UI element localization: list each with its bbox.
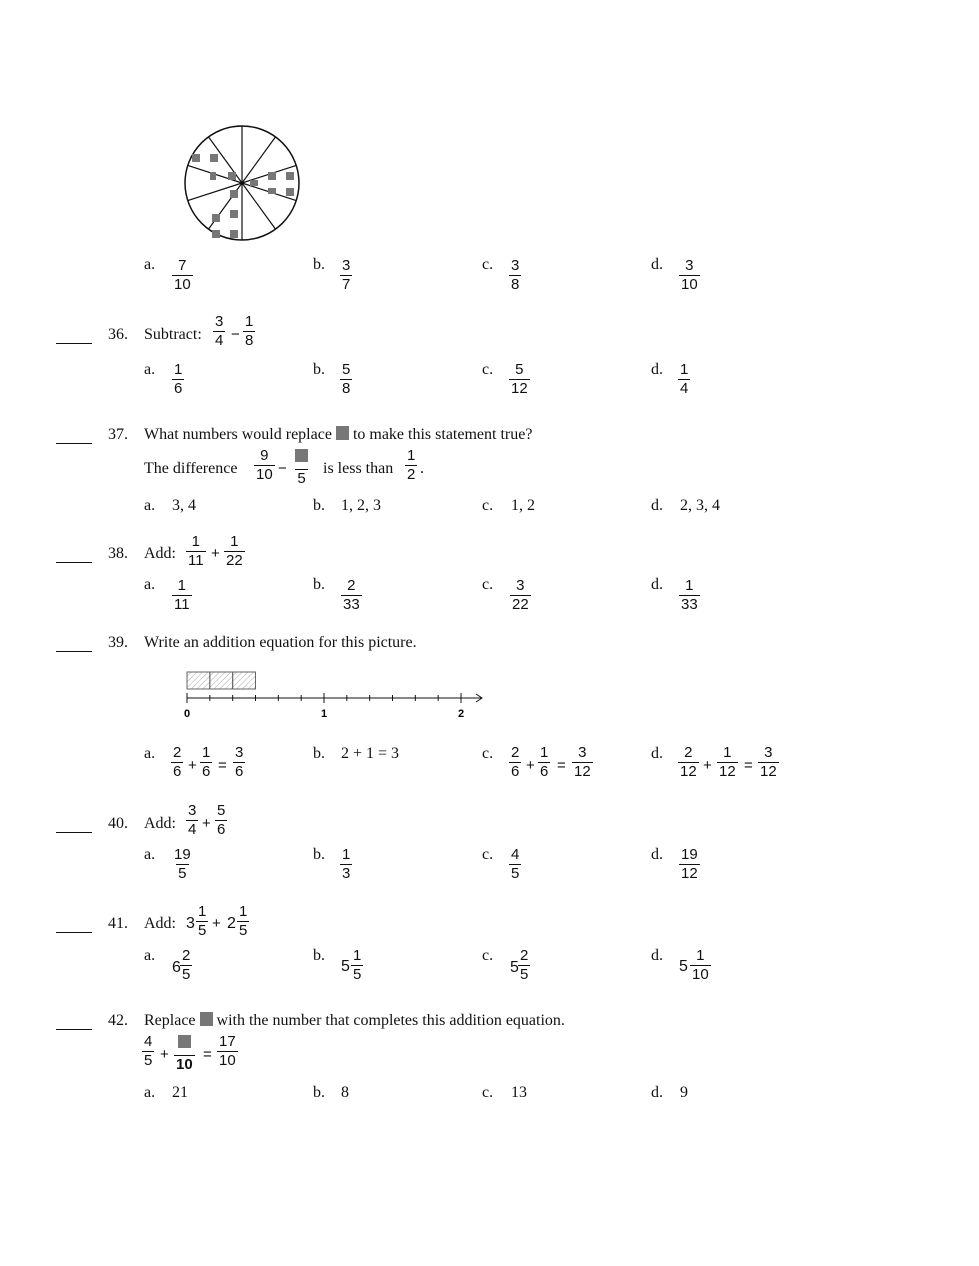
operator: + [160, 1046, 169, 1063]
fraction[interactable]: $\frac{3}{12}$ [760, 744, 777, 780]
operator: = [557, 757, 566, 774]
fraction: $\frac{1}{8}$ [245, 313, 254, 349]
number-line-figure [180, 666, 490, 722]
choice-a-fraction[interactable]: $\frac{1}{11}$ [174, 577, 190, 613]
choice-letter: b. [313, 846, 325, 863]
whole-number: 3 [186, 915, 195, 932]
fraction: $\frac{1}{22}$ [226, 533, 243, 569]
choice-letter: b. [313, 947, 325, 964]
choice-letter: d. [651, 1084, 663, 1101]
whole-number[interactable]: 5 [341, 958, 350, 975]
question-number: 41. [108, 915, 128, 932]
answer-blank[interactable] [56, 832, 92, 833]
number-line-label: 1 [320, 708, 328, 720]
choice-letter: b. [313, 256, 325, 273]
fraction[interactable]: $\frac{2}{12}$ [680, 744, 697, 780]
choice-a-fraction[interactable]: $\frac{1}{6}$ [174, 361, 183, 397]
choice-b-fraction[interactable]: $\frac{5}{8}$ [342, 361, 351, 397]
choice-d-text[interactable]: 2, 3, 4 [680, 497, 720, 514]
choice-letter: c. [482, 361, 494, 378]
choice-letter: a. [144, 846, 156, 863]
choice-letter: c. [482, 1084, 494, 1101]
choice-a-text[interactable]: 3, 4 [172, 497, 196, 514]
choice-letter: b. [313, 1084, 325, 1101]
question-text-line2: The difference [144, 460, 238, 477]
added-part-bar [233, 672, 256, 689]
choice-letter: d. [651, 576, 663, 593]
question-text: Write an addition equation for this picture. [144, 634, 417, 651]
operator: = [744, 757, 753, 774]
fraction-with-placeholder: 10 [174, 1033, 195, 1074]
choice-c-text[interactable]: 13 [511, 1084, 527, 1101]
fraction: $\frac{4}{5}$ [144, 1033, 153, 1069]
choice-d-fraction[interactable]: $\frac{19}{12}$ [681, 846, 698, 882]
choice-letter: a. [144, 256, 156, 273]
placeholder-square-icon [336, 426, 349, 440]
choice-letter: d. [651, 846, 663, 863]
fraction[interactable]: $\frac{3}{6}$ [235, 744, 244, 780]
fraction[interactable]: $\frac{1}{6}$ [540, 744, 549, 780]
choice-letter: d. [651, 745, 663, 762]
choice-letter: a. [144, 1084, 156, 1101]
choice-letter: a. [144, 745, 156, 762]
operator: = [203, 1046, 212, 1063]
fraction: $\frac{1}{2}$ [407, 447, 416, 483]
whole-number[interactable]: 5 [679, 958, 688, 975]
answer-blank[interactable] [56, 1029, 92, 1030]
choice-c-fraction[interactable]: $\frac{2}{5}$ [520, 947, 529, 983]
placeholder-square-icon [295, 449, 308, 462]
choice-letter: d. [651, 361, 663, 378]
choice-c-text[interactable]: 1, 2 [511, 497, 535, 514]
fraction: $\frac{1}{5}$ [239, 903, 248, 939]
question-number: 38. [108, 545, 128, 562]
answer-blank[interactable] [56, 562, 92, 563]
question-number: 40. [108, 815, 128, 832]
choice-letter: b. [313, 361, 325, 378]
answer-blank[interactable] [56, 651, 92, 652]
fraction-with-placeholder: 5 [293, 447, 310, 488]
operator: + [703, 757, 712, 774]
choice-letter: a. [144, 947, 156, 964]
period: . [420, 460, 424, 477]
operator: − [278, 460, 287, 477]
operator: − [231, 326, 240, 343]
whole-number[interactable]: 6 [172, 959, 181, 976]
shaded-circle-figure [180, 124, 304, 244]
fraction[interactable]: $\frac{1}{12}$ [719, 744, 736, 780]
choice-b-text[interactable]: 1, 2, 3 [341, 497, 381, 514]
question-prefix: Subtract: [144, 326, 202, 343]
choice-letter: c. [482, 947, 494, 964]
fraction[interactable]: $\frac{3}{12}$ [574, 744, 591, 780]
choice-b-fraction[interactable]: $\frac{1}{5}$ [353, 947, 362, 983]
choice-d-text[interactable]: 9 [680, 1084, 688, 1101]
choice-b-fraction[interactable]: $\frac{1}{3}$ [342, 846, 351, 882]
operator: + [212, 915, 221, 932]
choice-c-fraction[interactable]: $\frac{4}{5}$ [511, 846, 520, 882]
fraction: $\frac{1}{5}$ [198, 903, 207, 939]
choice-c-fraction[interactable]: $\frac{3}{8}$ [511, 257, 520, 293]
choice-a-fraction[interactable]: $\frac{2}{5}$ [182, 947, 191, 983]
choice-letter: c. [482, 497, 494, 514]
choice-letter: a. [144, 576, 156, 593]
question-text: is less than [323, 460, 394, 477]
answer-blank[interactable] [56, 932, 92, 933]
answer-blank[interactable] [56, 343, 92, 344]
choice-b-text[interactable]: 2 + 1 = 3 [341, 745, 400, 762]
choice-letter: c. [482, 846, 494, 863]
choice-letter: c. [482, 576, 494, 593]
fraction: $\frac{9}{10}$ [256, 447, 273, 483]
answer-blank[interactable] [56, 443, 92, 444]
shaded-part-bar [187, 672, 210, 689]
question-text: Replace with the number that completes this addition equation. [144, 1012, 565, 1029]
fraction: $\frac{17}{10}$ [219, 1033, 236, 1069]
choice-letter: d. [651, 497, 663, 514]
choice-letter: b. [313, 745, 325, 762]
whole-number: 2 [227, 915, 236, 932]
choice-a-text[interactable]: 21 [172, 1084, 188, 1101]
choice-letter: c. [482, 256, 494, 273]
choice-letter: b. [313, 497, 325, 514]
fraction[interactable]: $\frac{2}{6}$ [173, 744, 182, 780]
question-number: 37. [108, 426, 128, 443]
question-prefix: Add: [144, 815, 176, 832]
fraction: $\frac{3}{4}$ [215, 313, 224, 349]
choice-b-fraction[interactable]: $\frac{3}{7}$ [342, 257, 351, 293]
fraction: $\frac{1}{11}$ [188, 533, 204, 569]
placeholder-square-icon [178, 1035, 191, 1048]
operator: = [218, 757, 227, 774]
number-line-label: 2 [457, 708, 465, 720]
fraction: $\frac{5}{6}$ [217, 802, 226, 838]
number-line-label: 0 [183, 708, 191, 720]
choice-letter: c. [482, 745, 494, 762]
whole-number[interactable]: 5 [510, 959, 519, 976]
choice-b-text[interactable]: 8 [341, 1084, 349, 1101]
choice-a-fraction[interactable]: $\frac{7}{10}$ [174, 257, 191, 293]
question-number: 36. [108, 326, 128, 343]
operator: + [526, 757, 535, 774]
question-text: What numbers would replace to make this statement true? [144, 426, 533, 443]
choice-letter: d. [651, 947, 663, 964]
choice-d-fraction[interactable]: $\frac{1}{4}$ [680, 361, 689, 397]
choice-letter: b. [313, 576, 325, 593]
choice-c-fraction[interactable]: $\frac{3}{22}$ [512, 577, 529, 613]
choice-a-fraction[interactable]: $\frac{19}{5}$ [174, 846, 191, 882]
choice-d-fraction[interactable]: $\frac{3}{10}$ [681, 257, 698, 293]
placeholder-square-icon [200, 1012, 213, 1026]
question-prefix: Add: [144, 915, 176, 932]
choice-c-fraction[interactable]: $\frac{5}{12}$ [511, 361, 528, 397]
operator: + [202, 815, 211, 832]
question-prefix: Add: [144, 545, 176, 562]
fraction[interactable]: $\frac{1}{6}$ [202, 744, 211, 780]
choice-d-fraction[interactable]: $\frac{1}{10}$ [692, 947, 709, 983]
choice-d-fraction[interactable]: $\frac{1}{33}$ [681, 577, 698, 613]
operator: + [211, 545, 220, 562]
question-number: 39. [108, 634, 128, 651]
shaded-part-bar [210, 672, 233, 689]
choice-letter: a. [144, 497, 156, 514]
question-number: 42. [108, 1012, 128, 1029]
choice-letter: d. [651, 256, 663, 273]
choice-letter: a. [144, 361, 156, 378]
operator: + [188, 757, 197, 774]
fraction: $\frac{3}{4}$ [188, 802, 197, 838]
choice-b-fraction[interactable]: $\frac{2}{33}$ [343, 577, 360, 613]
fraction[interactable]: $\frac{2}{6}$ [511, 744, 520, 780]
